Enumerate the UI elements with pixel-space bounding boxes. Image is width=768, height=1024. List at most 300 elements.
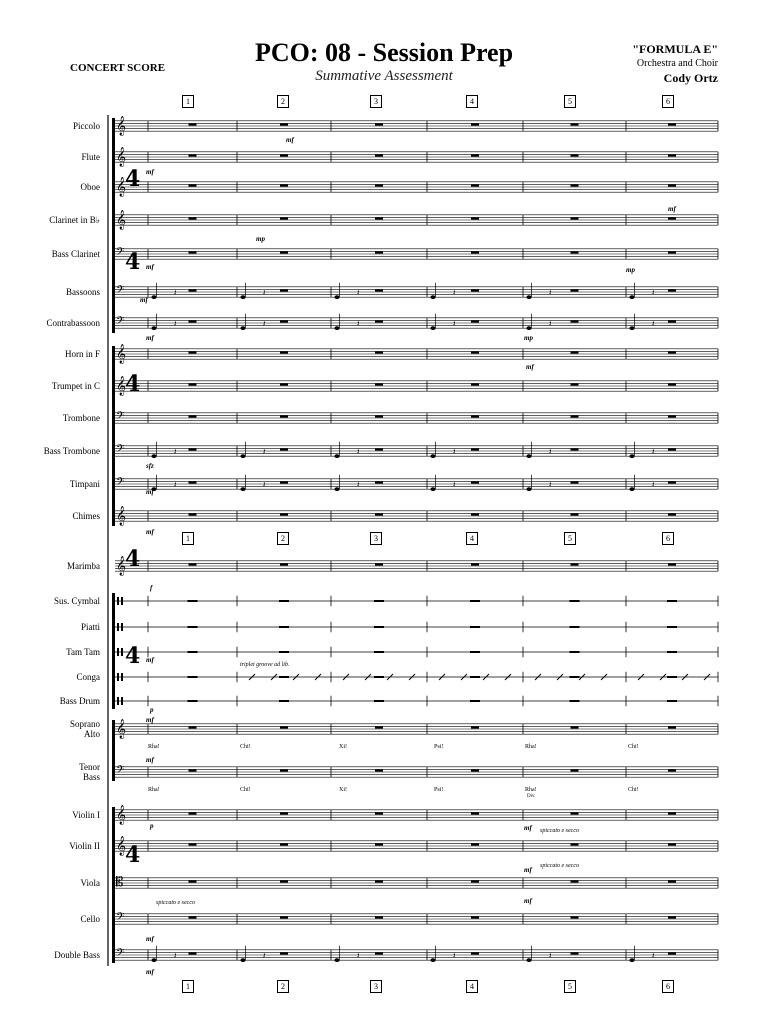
whole-rest: [471, 563, 479, 565]
whole-rest: [571, 726, 579, 728]
whole-rest: [571, 123, 579, 125]
quarter-rest: 𝄽: [453, 288, 456, 297]
note-head: [334, 958, 339, 962]
quarter-rest: 𝄽: [357, 288, 360, 297]
whole-rest: [375, 952, 383, 954]
whole-rest: [375, 563, 383, 565]
whole-rest: [571, 448, 579, 450]
whole-rest: [471, 289, 479, 291]
lyric-tenor-bass: Psi!: [434, 787, 444, 793]
dynamic-mark: mf: [146, 656, 154, 664]
whole-rest: [471, 351, 479, 353]
measure-number-box: 4: [466, 95, 478, 108]
lyric-soprano-alto: Chi!: [628, 744, 639, 750]
whole-rest: [471, 481, 479, 483]
whole-rest: [571, 154, 579, 156]
whole-rest: [280, 351, 288, 353]
group-bracket: [112, 720, 115, 781]
whole-rest: [189, 383, 197, 385]
whole-rest: [571, 481, 579, 483]
whole-rest: [571, 351, 579, 353]
whole-rest: [571, 251, 579, 253]
dynamic-mark: mf: [146, 968, 154, 976]
clef-icon: 𝄞: [116, 836, 127, 856]
perc-clef: [117, 623, 119, 631]
clef-icon: 𝄞: [116, 177, 127, 197]
note-head: [334, 454, 339, 458]
quarter-rest: 𝄽: [652, 319, 655, 328]
instrument-label: Bassoons: [65, 287, 100, 297]
whole-rest: [668, 916, 676, 918]
whole-rest: [668, 563, 676, 565]
whole-rest: [375, 320, 383, 322]
clef-icon: 𝄞: [116, 805, 127, 825]
whole-rest: [471, 513, 479, 515]
dynamic-mark: p: [150, 822, 154, 830]
whole-rest: [280, 843, 288, 845]
dynamic-mark: mf: [524, 824, 532, 832]
whole-rest: [280, 812, 288, 814]
whole-rest: [280, 154, 288, 156]
whole-rest: [280, 184, 288, 186]
note-head: [629, 487, 634, 491]
whole-rest: [668, 448, 676, 450]
instrument-label: Flute: [81, 152, 100, 162]
note-head: [430, 326, 435, 330]
whole-rest: [280, 952, 288, 954]
clef-icon: 𝄞: [116, 719, 127, 739]
quarter-rest: 𝄽: [549, 951, 552, 960]
quarter-rest: 𝄽: [174, 447, 177, 456]
whole-rest: [471, 812, 479, 814]
instrument-label: Bass Drum: [59, 696, 100, 706]
clef-icon: 𝄡: [116, 875, 124, 890]
dynamic-mark: sfz: [146, 462, 154, 470]
whole-rest: [375, 726, 383, 728]
whole-rest: [189, 217, 197, 219]
note-head: [240, 295, 245, 299]
quarter-rest: 𝄽: [263, 447, 266, 456]
perc-clef: [121, 623, 123, 631]
whole-rest: [571, 289, 579, 291]
note-head: [151, 326, 156, 330]
whole-rest: [280, 448, 288, 450]
whole-rest: [571, 415, 579, 417]
time-signature: 4: [125, 546, 141, 572]
measure-number-box: 6: [662, 980, 674, 993]
measure-number-box: 6: [662, 532, 674, 545]
whole-rest: [571, 184, 579, 186]
quarter-rest: 𝄽: [453, 480, 456, 489]
whole-rest: [375, 769, 383, 771]
instrument-label: Oboe: [80, 182, 100, 192]
whole-rest: [668, 880, 676, 882]
measure-number-box: 2: [277, 532, 289, 545]
lyric-soprano-alto: Xi!: [339, 744, 347, 750]
clef-icon: 𝄢: [116, 947, 125, 962]
time-signature: 4: [125, 166, 141, 192]
whole-rest: [189, 563, 197, 565]
dynamic-mark: p: [150, 706, 154, 714]
measure-number-box: 3: [370, 980, 382, 993]
whole-rest: [668, 217, 676, 219]
dynamic-mark: mf: [524, 897, 532, 905]
perc-clef: [117, 648, 119, 656]
instrument-label: Piatti: [80, 622, 100, 632]
whole-rest: [189, 726, 197, 728]
whole-rest: [471, 415, 479, 417]
dynamic-mark: mf: [524, 866, 532, 874]
dynamic-mark: mf: [526, 363, 534, 371]
whole-rest: [280, 251, 288, 253]
whole-rest: [471, 843, 479, 845]
quarter-rest: 𝄽: [357, 480, 360, 489]
whole-rest: [571, 320, 579, 322]
whole-rest: [571, 880, 579, 882]
whole-rest: [280, 415, 288, 417]
whole-rest: [375, 880, 383, 882]
lyric-tenor-bass: Rha!: [525, 787, 537, 793]
note-head: [526, 487, 531, 491]
whole-rest: [471, 916, 479, 918]
whole-rest: [668, 726, 676, 728]
clef-icon: 𝄢: [116, 315, 125, 330]
instrument-label: Viola: [80, 878, 100, 888]
quarter-rest: 𝄽: [174, 288, 177, 297]
measure-number-box: 4: [466, 532, 478, 545]
quarter-rest: 𝄽: [174, 951, 177, 960]
quarter-rest: 𝄽: [174, 319, 177, 328]
score-title: PCO: 08 - Session Prep: [254, 38, 514, 67]
dynamic-mark: mf: [146, 263, 154, 271]
clef-icon: 𝄢: [116, 476, 125, 491]
time-signature: 4: [125, 371, 141, 397]
note-head: [240, 958, 245, 962]
note-head: [240, 487, 245, 491]
dynamic-mark: mf: [146, 716, 154, 724]
whole-rest: [471, 251, 479, 253]
whole-rest: [471, 383, 479, 385]
group-bracket: [112, 346, 115, 526]
whole-rest: [375, 513, 383, 515]
note-head: [240, 454, 245, 458]
instrument-label: Tenor Bass: [79, 762, 100, 782]
note-head: [629, 958, 634, 962]
quarter-rest: 𝄽: [652, 288, 655, 297]
instrument-label: Tam Tam: [66, 647, 100, 657]
instrument-label: Violin II: [69, 841, 100, 851]
whole-rest: [668, 843, 676, 845]
divisi-annotation: Div.: [527, 794, 536, 799]
clef-icon: 𝄢: [116, 410, 125, 425]
whole-rest: [375, 415, 383, 417]
time-signature: 4: [125, 643, 141, 669]
whole-rest: [668, 513, 676, 515]
clef-icon: 𝄢: [116, 246, 125, 261]
instrument-label: Violin I: [72, 810, 100, 820]
quarter-rest: 𝄽: [263, 319, 266, 328]
measure-number-box: 1: [182, 980, 194, 993]
whole-rest: [375, 123, 383, 125]
quarter-rest: 𝄽: [652, 951, 655, 960]
note-head: [430, 487, 435, 491]
whole-rest: [571, 916, 579, 918]
whole-rest: [471, 123, 479, 125]
whole-rest: [189, 843, 197, 845]
whole-rest: [189, 289, 197, 291]
whole-rest: [668, 812, 676, 814]
whole-rest: [571, 843, 579, 845]
instrument-label: Cello: [80, 914, 100, 924]
whole-rest: [375, 351, 383, 353]
whole-rest: [280, 320, 288, 322]
lyric-tenor-bass: Rha!: [148, 787, 160, 793]
spiccato-annotation: spiccato e secco: [540, 828, 579, 834]
spiccato-annotation: spiccato e secco: [540, 863, 579, 869]
dynamic-mark: mf: [146, 168, 154, 176]
time-signature: 4: [125, 249, 141, 275]
clef-icon: 𝄢: [116, 443, 125, 458]
whole-rest: [471, 726, 479, 728]
whole-rest: [571, 217, 579, 219]
whole-rest: [375, 217, 383, 219]
whole-rest: [280, 726, 288, 728]
whole-rest: [280, 916, 288, 918]
measure-number-box: 2: [277, 95, 289, 108]
whole-rest: [571, 812, 579, 814]
whole-rest: [471, 952, 479, 954]
lyric-tenor-bass: Chi!: [240, 787, 251, 793]
instrument-label: Horn in F: [64, 349, 100, 359]
measure-number-box: 1: [182, 95, 194, 108]
whole-rest: [375, 184, 383, 186]
note-head: [334, 326, 339, 330]
quarter-rest: 𝄽: [549, 288, 552, 297]
whole-rest: [571, 563, 579, 565]
measure-number-box: 4: [466, 980, 478, 993]
spiccato-annotation: spiccato e secco: [156, 900, 195, 906]
group-bracket: [112, 118, 115, 333]
quarter-rest: 𝄽: [263, 951, 266, 960]
whole-rest: [375, 289, 383, 291]
whole-rest: [189, 769, 197, 771]
whole-rest: [571, 383, 579, 385]
triplet-groove-annotation: triplet groove ad lib.: [240, 662, 290, 668]
instrument-label: Bass Trombone: [43, 446, 100, 456]
group-bracket: [112, 593, 115, 709]
whole-rest: [668, 320, 676, 322]
note-head: [151, 295, 156, 299]
clef-icon: 𝄞: [116, 210, 127, 230]
perc-clef: [121, 673, 123, 681]
measure-number-box: 3: [370, 532, 382, 545]
whole-rest: [668, 351, 676, 353]
note-head: [334, 295, 339, 299]
measure-number-box: 2: [277, 980, 289, 993]
whole-rest: [668, 154, 676, 156]
whole-rest: [280, 289, 288, 291]
instrument-label: Contrabassoon: [46, 318, 100, 328]
dynamic-mark: mp: [256, 235, 265, 243]
perc-clef: [117, 597, 119, 605]
instrument-label: Double Bass: [54, 950, 100, 960]
group-bracket: [112, 807, 115, 963]
lyric-soprano-alto: Rha!: [148, 744, 160, 750]
whole-rest: [375, 916, 383, 918]
dynamic-mark: mf: [146, 528, 154, 536]
lyric-tenor-bass: Chi!: [628, 787, 639, 793]
quarter-rest: 𝄽: [549, 480, 552, 489]
perc-clef: [117, 697, 119, 705]
dynamic-mark: mf: [146, 756, 154, 764]
clef-icon: 𝄞: [116, 147, 127, 167]
instrument-label: Timpani: [69, 479, 100, 489]
note-head: [430, 958, 435, 962]
instrument-label: Chimes: [72, 511, 100, 521]
whole-rest: [375, 481, 383, 483]
note-head: [430, 295, 435, 299]
clef-icon: 𝄞: [116, 506, 127, 526]
instrument-label: Trombone: [62, 413, 100, 423]
instrument-label: Conga: [76, 672, 100, 682]
whole-rest: [571, 513, 579, 515]
quarter-rest: 𝄽: [453, 951, 456, 960]
dynamic-mark: mp: [524, 334, 533, 342]
dynamic-mark: mf: [146, 935, 154, 943]
dynamic-mark: mf: [286, 136, 294, 144]
lyric-soprano-alto: Psi!: [434, 744, 444, 750]
dynamic-mark: mf: [140, 296, 148, 304]
measure-number-box: 3: [370, 95, 382, 108]
clef-icon: 𝄞: [116, 556, 127, 576]
whole-rest: [375, 843, 383, 845]
whole-rest: [471, 320, 479, 322]
whole-rest: [668, 952, 676, 954]
quarter-rest: 𝄽: [453, 447, 456, 456]
note-head: [334, 487, 339, 491]
whole-rest: [471, 154, 479, 156]
whole-rest: [668, 123, 676, 125]
whole-rest: [471, 769, 479, 771]
whole-rest: [189, 351, 197, 353]
whole-rest: [189, 952, 197, 954]
quarter-rest: 𝄽: [652, 447, 655, 456]
quarter-rest: 𝄽: [549, 319, 552, 328]
quarter-rest: 𝄽: [549, 447, 552, 456]
note-head: [430, 454, 435, 458]
whole-rest: [280, 563, 288, 565]
whole-rest: [375, 383, 383, 385]
perc-clef: [121, 697, 123, 705]
piece-title: "FORMULA E": [632, 42, 718, 56]
whole-rest: [668, 184, 676, 186]
quarter-rest: 𝄽: [453, 319, 456, 328]
lyric-soprano-alto: Chi!: [240, 744, 251, 750]
whole-rest: [189, 320, 197, 322]
dynamic-mark: mf: [146, 488, 154, 496]
whole-rest: [280, 481, 288, 483]
whole-rest: [668, 415, 676, 417]
clef-icon: 𝄢: [116, 764, 125, 779]
measure-number-box: 5: [564, 980, 576, 993]
quarter-rest: 𝄽: [263, 288, 266, 297]
whole-rest: [189, 123, 197, 125]
whole-rest: [571, 769, 579, 771]
note-head: [526, 326, 531, 330]
quarter-rest: 𝄽: [357, 319, 360, 328]
measure-number-box: 1: [182, 532, 194, 545]
note-head: [629, 454, 634, 458]
whole-rest: [280, 123, 288, 125]
clef-icon: 𝄞: [116, 344, 127, 364]
whole-rest: [189, 481, 197, 483]
score-subtitle: Summative Assessment: [315, 68, 453, 84]
whole-rest: [189, 448, 197, 450]
note-head: [629, 295, 634, 299]
time-signature: 4: [125, 842, 141, 868]
whole-rest: [189, 513, 197, 515]
whole-rest: [668, 769, 676, 771]
clef-icon: 𝄞: [116, 116, 127, 136]
quarter-rest: 𝄽: [652, 480, 655, 489]
whole-rest: [189, 154, 197, 156]
whole-rest: [189, 812, 197, 814]
whole-rest: [668, 289, 676, 291]
whole-rest: [668, 383, 676, 385]
whole-rest: [375, 448, 383, 450]
whole-rest: [189, 415, 197, 417]
concert-score-label: CONCERT SCORE: [70, 62, 166, 74]
whole-rest: [189, 184, 197, 186]
perc-clef: [121, 648, 123, 656]
clef-icon: 𝄞: [116, 376, 127, 396]
clef-icon: 𝄢: [116, 284, 125, 299]
whole-rest: [189, 880, 197, 882]
note-head: [526, 454, 531, 458]
whole-rest: [471, 184, 479, 186]
lyric-tenor-bass: Xi!: [339, 787, 347, 793]
lyric-soprano-alto: Rha!: [525, 744, 537, 750]
whole-rest: [375, 251, 383, 253]
whole-rest: [668, 481, 676, 483]
note-head: [629, 326, 634, 330]
whole-rest: [189, 251, 197, 253]
measure-number-box: 5: [564, 532, 576, 545]
dynamic-mark: mf: [146, 334, 154, 342]
whole-rest: [280, 880, 288, 882]
instrument-label: Sus. Cymbal: [53, 596, 100, 606]
whole-rest: [668, 251, 676, 253]
quarter-rest: 𝄽: [357, 951, 360, 960]
whole-rest: [471, 880, 479, 882]
instrument-label: Soprano Alto: [70, 719, 100, 739]
note-head: [526, 958, 531, 962]
whole-rest: [280, 217, 288, 219]
note-head: [240, 326, 245, 330]
whole-rest: [280, 769, 288, 771]
dynamic-mark: mf: [668, 205, 676, 213]
measure-number-box: 6: [662, 95, 674, 108]
instrument-label: Marimba: [67, 561, 100, 571]
quarter-rest: 𝄽: [263, 480, 266, 489]
clef-icon: 𝄢: [116, 911, 125, 926]
note-head: [526, 295, 531, 299]
note-head: [151, 454, 156, 458]
measure-number-box: 5: [564, 95, 576, 108]
perc-clef: [121, 597, 123, 605]
dynamic-mark: mp: [626, 266, 635, 274]
whole-rest: [189, 916, 197, 918]
